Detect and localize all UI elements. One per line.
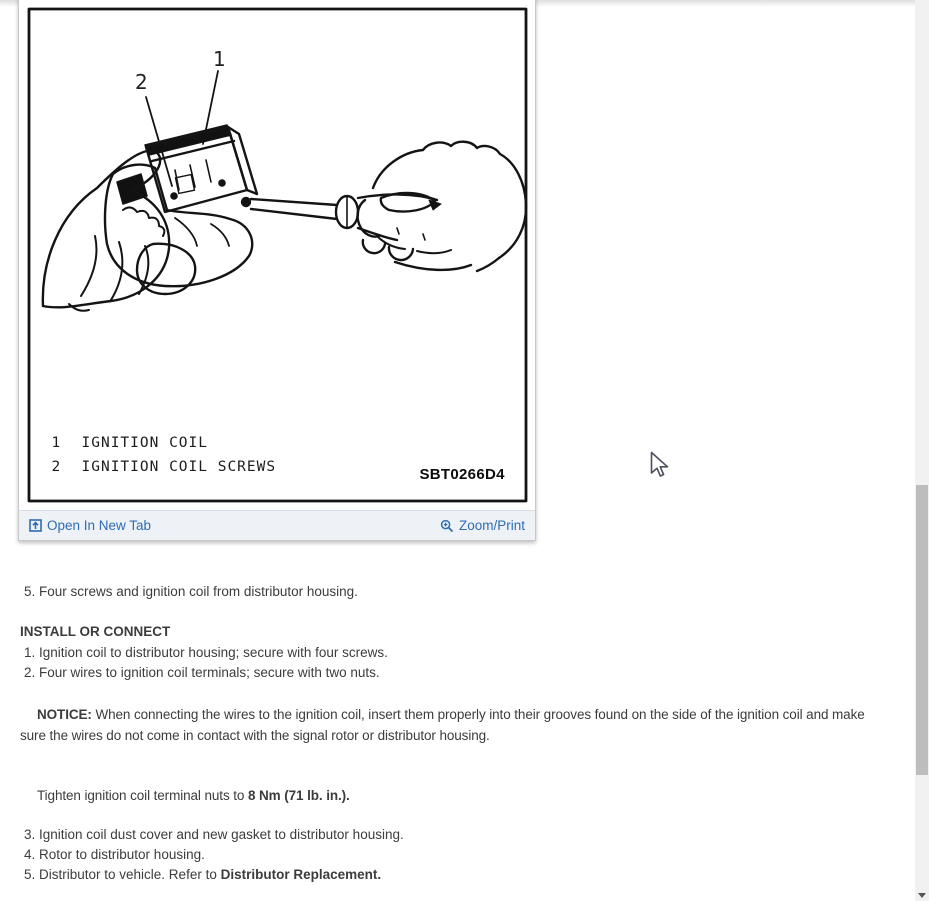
- legend-2-number: 2: [51, 459, 62, 475]
- legend-1-number: 1: [51, 435, 62, 451]
- open-in-new-tab-icon: [29, 519, 42, 532]
- install-step-4: 4. Rotor to distributor housing.: [24, 847, 205, 862]
- legend-item-2: [52, 459, 277, 475]
- zoom-magnifier-icon: [440, 519, 454, 533]
- open-in-new-tab-label: Open In New Tab: [47, 518, 152, 533]
- vertical-scrollbar[interactable]: [915, 0, 929, 901]
- scrollbar-down-arrow-icon[interactable]: [918, 893, 926, 898]
- section-heading: INSTALL OR CONNECT: [20, 624, 171, 639]
- notice-body: When connecting the wires to the ignition coil, insert them properly into their grooves found on the side of the ignition coil and make sure the wires do not come in contact with the signal rotor or distributor housing.: [20, 707, 865, 743]
- tighten-prefix: Tighten ignition coil terminal nuts to: [37, 788, 248, 803]
- step-5-prefix: 5. Distributor to vehicle. Refer to: [24, 867, 221, 882]
- tighten-instruction: [20, 786, 884, 807]
- legend-item-1: [52, 435, 209, 451]
- torque-value: 8 Nm (71 lb. in.).: [247, 788, 350, 803]
- notice-paragraph: [20, 705, 884, 746]
- legend-1-label: IGNITION COIL: [81, 435, 208, 451]
- install-step-5: [24, 867, 381, 882]
- install-step-1: 1. Ignition coil to distributor housing; secure with four screws.: [24, 645, 388, 660]
- zoom-print-label: Zoom/Print: [458, 518, 525, 533]
- callout-2: 2: [134, 70, 148, 94]
- remove-step-5: 5. Four screws and ignition coil from distributor housing.: [24, 584, 358, 599]
- open-in-new-tab-link[interactable]: [29, 518, 151, 533]
- mouse-cursor: [650, 451, 670, 479]
- install-step-2: 2. Four wires to ignition coil terminals; secure with two nuts.: [24, 665, 380, 680]
- distributor-replacement-ref: Distributor Replacement.: [220, 867, 382, 882]
- notice-label: NOTICE:: [37, 707, 92, 722]
- legend-2-label: IGNITION COIL SCREWS: [81, 459, 277, 475]
- ignition-coil-illustration: [25, 4, 530, 507]
- callout-1: 1: [212, 47, 226, 71]
- figure-image[interactable]: [25, 4, 530, 507]
- figure-card: [18, 0, 536, 541]
- scrollbar-thumb[interactable]: [916, 485, 928, 775]
- install-step-3: 3. Ignition coil dust cover and new gasket to distributor housing.: [24, 827, 404, 842]
- figure-code: SBT0266D4: [419, 466, 505, 483]
- zoom-print-link[interactable]: [440, 518, 525, 533]
- figure-card-footer: [19, 510, 535, 540]
